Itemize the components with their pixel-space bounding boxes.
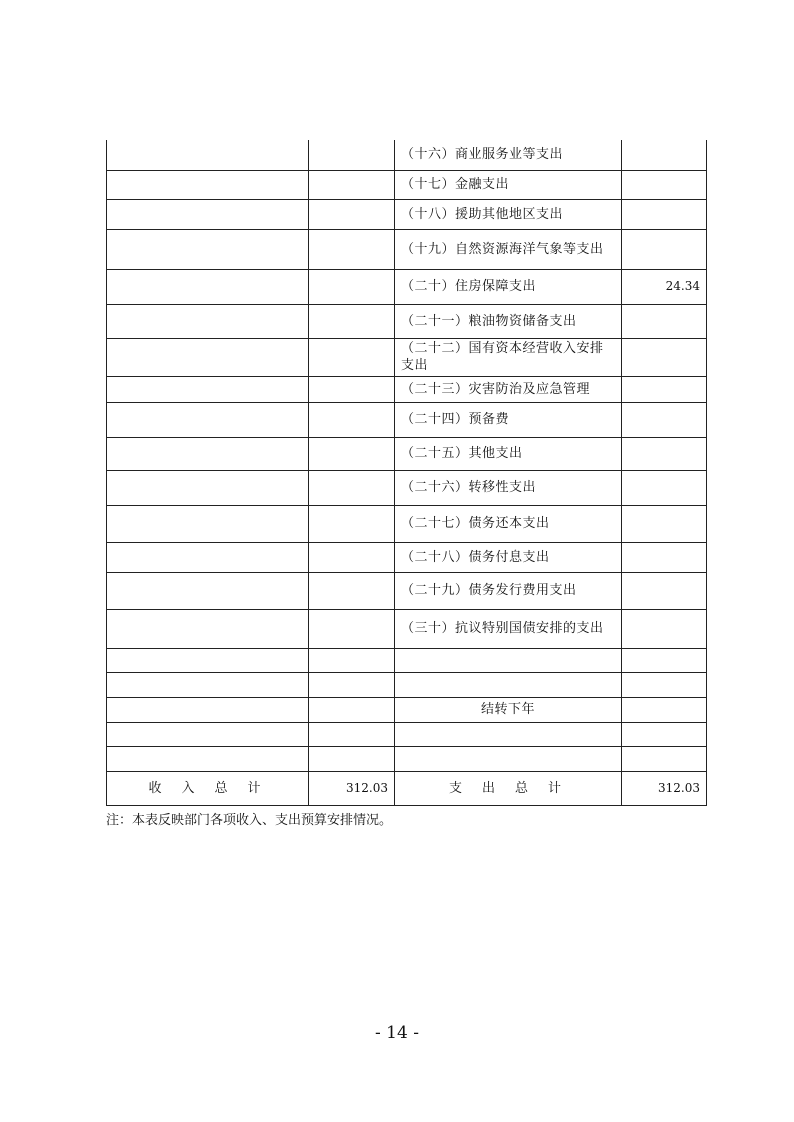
- income-item-cell: [107, 572, 309, 609]
- table-row: [107, 542, 707, 572]
- table-row: [107, 402, 707, 437]
- expense-amount-cell: [622, 304, 707, 338]
- income-amount-cell: [309, 437, 395, 470]
- expense-item-cell: （十九）自然资源海洋气象等支出: [395, 229, 622, 269]
- expense-item-cell: （二十三）灾害防治及应急管理: [395, 376, 622, 402]
- budget-table-body: [107, 140, 707, 805]
- expense-item-cell: [395, 648, 622, 672]
- income-amount-cell: [309, 470, 395, 505]
- expense-amount-cell: [622, 609, 707, 648]
- income-amount-cell: [309, 376, 395, 402]
- expense-item-cell: （十八）援助其他地区支出: [395, 199, 622, 229]
- income-item-cell: [107, 697, 309, 722]
- table-row: [107, 746, 707, 771]
- income-total-label: 收入总计: [107, 771, 309, 805]
- table-row: [107, 648, 707, 672]
- table-row: [107, 505, 707, 542]
- income-total-value: 312.03: [309, 771, 395, 805]
- table-row: [107, 437, 707, 470]
- income-amount-cell: [309, 697, 395, 722]
- income-amount-cell: [309, 170, 395, 199]
- income-item-cell: [107, 229, 309, 269]
- page-number: - 14 -: [375, 1023, 419, 1043]
- expense-total-value: 312.03: [622, 771, 707, 805]
- expense-item-cell: （二十七）债务还本支出: [395, 505, 622, 542]
- expense-amount-cell: [622, 338, 707, 376]
- expense-amount-cell: [622, 437, 707, 470]
- table-row: [107, 140, 707, 170]
- expense-amount-cell: [622, 470, 707, 505]
- expense-item-cell: （二十五）其他支出: [395, 437, 622, 470]
- income-item-cell: [107, 722, 309, 746]
- income-item-cell: [107, 609, 309, 648]
- expense-amount-cell: [622, 697, 707, 722]
- expense-amount-cell: [622, 376, 707, 402]
- table-row: [107, 572, 707, 609]
- income-amount-cell: [309, 229, 395, 269]
- income-amount-cell: [309, 402, 395, 437]
- income-item-cell: [107, 199, 309, 229]
- income-amount-cell: [309, 269, 395, 304]
- expense-amount-cell: [622, 402, 707, 437]
- expense-item-cell: （二十一）粮油物资储备支出: [395, 304, 622, 338]
- income-amount-cell: [309, 722, 395, 746]
- expense-item-cell: （三十）抗议特别国债安排的支出: [395, 609, 622, 648]
- income-amount-cell: [309, 304, 395, 338]
- expense-item-cell: [395, 722, 622, 746]
- expense-amount-cell: [622, 170, 707, 199]
- table-row: [107, 722, 707, 746]
- expense-amount-cell: [622, 672, 707, 697]
- table-row: [107, 470, 707, 505]
- income-item-cell: [107, 746, 309, 771]
- income-amount-cell: [309, 609, 395, 648]
- expense-item-cell: （二十八）债务付息支出: [395, 542, 622, 572]
- income-amount-cell: [309, 572, 395, 609]
- income-amount-cell: [309, 338, 395, 376]
- income-item-cell: [107, 437, 309, 470]
- table-row: [107, 170, 707, 199]
- expense-amount-cell: [622, 229, 707, 269]
- budget-table: [106, 140, 707, 806]
- table-row: [107, 199, 707, 229]
- income-amount-cell: [309, 746, 395, 771]
- table-row: [107, 376, 707, 402]
- expense-amount-cell: [622, 505, 707, 542]
- expense-item-cell: （二十四）预备费: [395, 402, 622, 437]
- income-amount-cell: [309, 648, 395, 672]
- expense-item-cell: （二十九）债务发行费用支出: [395, 572, 622, 609]
- income-item-cell: [107, 338, 309, 376]
- income-item-cell: [107, 140, 309, 170]
- income-amount-cell: [309, 140, 395, 170]
- income-amount-cell: [309, 199, 395, 229]
- expense-item-cell: （十六）商业服务业等支出: [395, 140, 622, 170]
- income-item-cell: [107, 505, 309, 542]
- expense-amount-cell: [622, 140, 707, 170]
- carry-forward-cell: 结转下年: [395, 697, 622, 722]
- income-amount-cell: [309, 672, 395, 697]
- expense-total-label: 支出总计: [395, 771, 622, 805]
- expense-item-cell: [395, 672, 622, 697]
- expense-item-cell: （二十六）转移性支出: [395, 470, 622, 505]
- income-amount-cell: [309, 505, 395, 542]
- expense-item-cell: （二十二）国有资本经营收入安排支出: [395, 338, 622, 376]
- expense-item-cell: [395, 746, 622, 771]
- table-row: [107, 229, 707, 269]
- income-item-cell: [107, 470, 309, 505]
- expense-amount-cell: [622, 572, 707, 609]
- expense-item-cell: （二十）住房保障支出: [395, 269, 622, 304]
- income-item-cell: [107, 269, 309, 304]
- table-row: [107, 338, 707, 376]
- table-row: [107, 672, 707, 697]
- totals-row: [107, 771, 707, 805]
- income-item-cell: [107, 542, 309, 572]
- expense-amount-cell: 24.34: [622, 269, 707, 304]
- expense-amount-cell: [622, 542, 707, 572]
- income-amount-cell: [309, 542, 395, 572]
- income-item-cell: [107, 304, 309, 338]
- table-note: 注：本表反映部门各项收入、支出预算安排情况。: [106, 813, 393, 828]
- income-item-cell: [107, 672, 309, 697]
- income-item-cell: [107, 170, 309, 199]
- table-row: [107, 304, 707, 338]
- table-row: [107, 609, 707, 648]
- expense-amount-cell: [622, 746, 707, 771]
- income-item-cell: [107, 648, 309, 672]
- income-item-cell: [107, 376, 309, 402]
- expense-amount-cell: [622, 199, 707, 229]
- expense-item-cell: （十七）金融支出: [395, 170, 622, 199]
- income-item-cell: [107, 402, 309, 437]
- expense-amount-cell: [622, 722, 707, 746]
- table-row: [107, 269, 707, 304]
- table-row: [107, 697, 707, 722]
- expense-amount-cell: [622, 648, 707, 672]
